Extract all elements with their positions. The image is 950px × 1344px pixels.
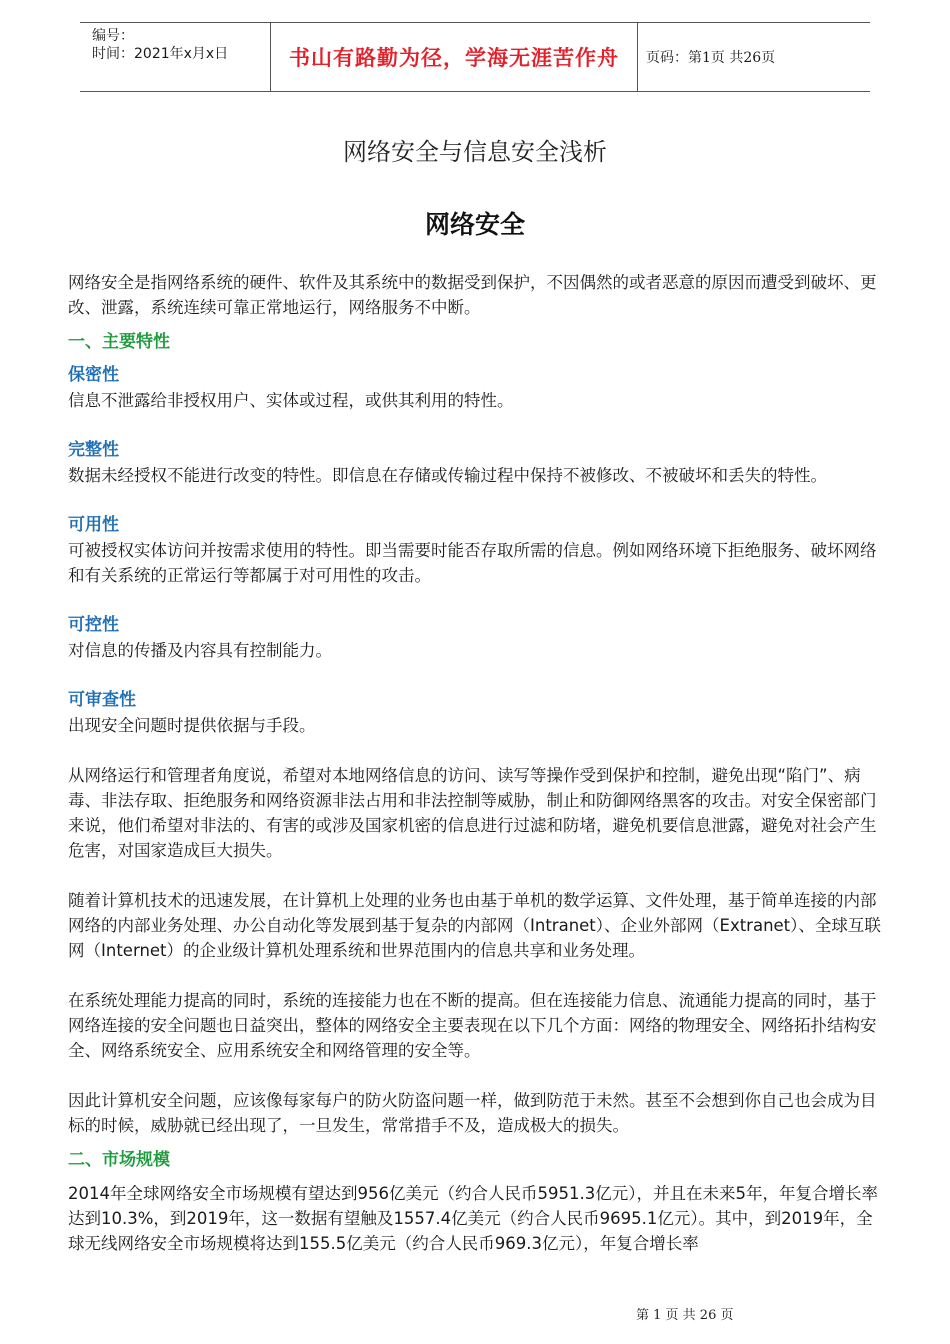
market-paragraph: 2014年全球网络安全市场规模有望达到956亿美元（约合人民币5951.3亿元），并且在未来5年，年复合增长率达到10.3%，到2019年，这一数据有望触及1557.4亿美元（约合人民币9695.1亿元）。其中，到2019年，全球无线网络安全市场规模将达到155.5亿美元（约合人民币969.3亿元），年复合增长率 [68, 1184, 878, 1253]
header-page-code: 页码：第1页 共26页 [646, 50, 776, 66]
header-meta [80, 23, 270, 91]
heading-features: 一、主要特性 [68, 332, 170, 352]
intro-paragraph: 网络安全是指网络系统的硬件、软件及其系统中的数据受到保护，不因偶然的或者恶意的原因而遭受到破坏、更改、泄露，系统连续可靠正常地运行，网络服务不中断。 [68, 273, 877, 317]
feature-name: 保密性 [68, 365, 119, 385]
body-paragraph: 在系统处理能力提高的同时，系统的连接能力也在不断的提高。但在连接能力信息、流通能力提高的同时，基于网络连接的安全问题也日益突出，整体的网络安全主要表现在以下几个方面：网络的物理安全、网络拓扑结构安全、网络系统安全、应用系统安全和网络管理的安全等。 [68, 991, 877, 1060]
body-paragraph: 因此计算机安全问题，应该像每家每户的防火防盗问题一样，做到防范于未然。甚至不会想到你自己也会成为目标的时候，威胁就已经出现了，一旦发生，常常措手不及，造成极大的损失。 [68, 1091, 877, 1135]
page-footer: 第 1 页 共 26 页 [636, 1308, 734, 1323]
feature-desc: 对信息的传播及内容具有控制能力。 [68, 641, 332, 660]
number-label: 编号： [92, 28, 134, 44]
feature-name: 可审查性 [68, 690, 136, 710]
feature-desc: 信息不泄露给非授权用户、实体或过程，或供其利用的特性。 [68, 391, 514, 410]
feature-name: 可控性 [68, 615, 119, 635]
heading-market: 二、市场规模 [68, 1150, 170, 1170]
body-paragraph: 随着计算机技术的迅速发展，在计算机上处理的业务也由基于单机的数学运算、文件处理，基于简单连接的内部网络的内部业务处理、办公自动化等发展到基于复杂的内部网（Intranet）、企业外部网（Extranet）、全球互联网（Internet）的企业级计算机处理系统和世界范围内的信息共享和业务处理。 [68, 891, 881, 960]
feature-desc: 出现安全问题时提供依据与手段。 [68, 716, 316, 735]
feature-name: 完整性 [68, 440, 119, 460]
time-label: 时间：2021年x月x日 [92, 46, 229, 62]
header-motto: 书山有路勤为径，学海无涯苦作舟 [270, 23, 638, 91]
feature-desc: 数据未经授权不能进行改变的特性。即信息在存储或传输过程中保持不被修改、不被破坏和丢失的特性。 [68, 466, 827, 485]
feature-name: 可用性 [68, 515, 119, 535]
header-table [80, 22, 870, 92]
feature-desc: 可被授权实体访问并按需求使用的特性。即当需要时能否存取所需的信息。例如网络环境下拒绝服务、破坏网络和有关系统的正常运行等都属于对可用性的攻击。 [68, 541, 877, 585]
document-title: 网络安全与信息安全浅析 [343, 138, 607, 166]
body-paragraph: 从网络运行和管理者角度说，希望对本地网络信息的访问、读写等操作受到保护和控制，避免出现“陷门”、病毒、非法存取、拒绝服务和网络资源非法占用和非法控制等威胁，制止和防御网络黑客的攻击。对安全保密部门来说，他们希望对非法的、有害的或涉及国家机密的信息进行过滤和防堵，避免机要信息泄露，避免对社会产生危害，对国家造成巨大损失。 [68, 766, 877, 860]
section-title: 网络安全 [424, 210, 525, 239]
document-body [68, 270, 888, 1256]
